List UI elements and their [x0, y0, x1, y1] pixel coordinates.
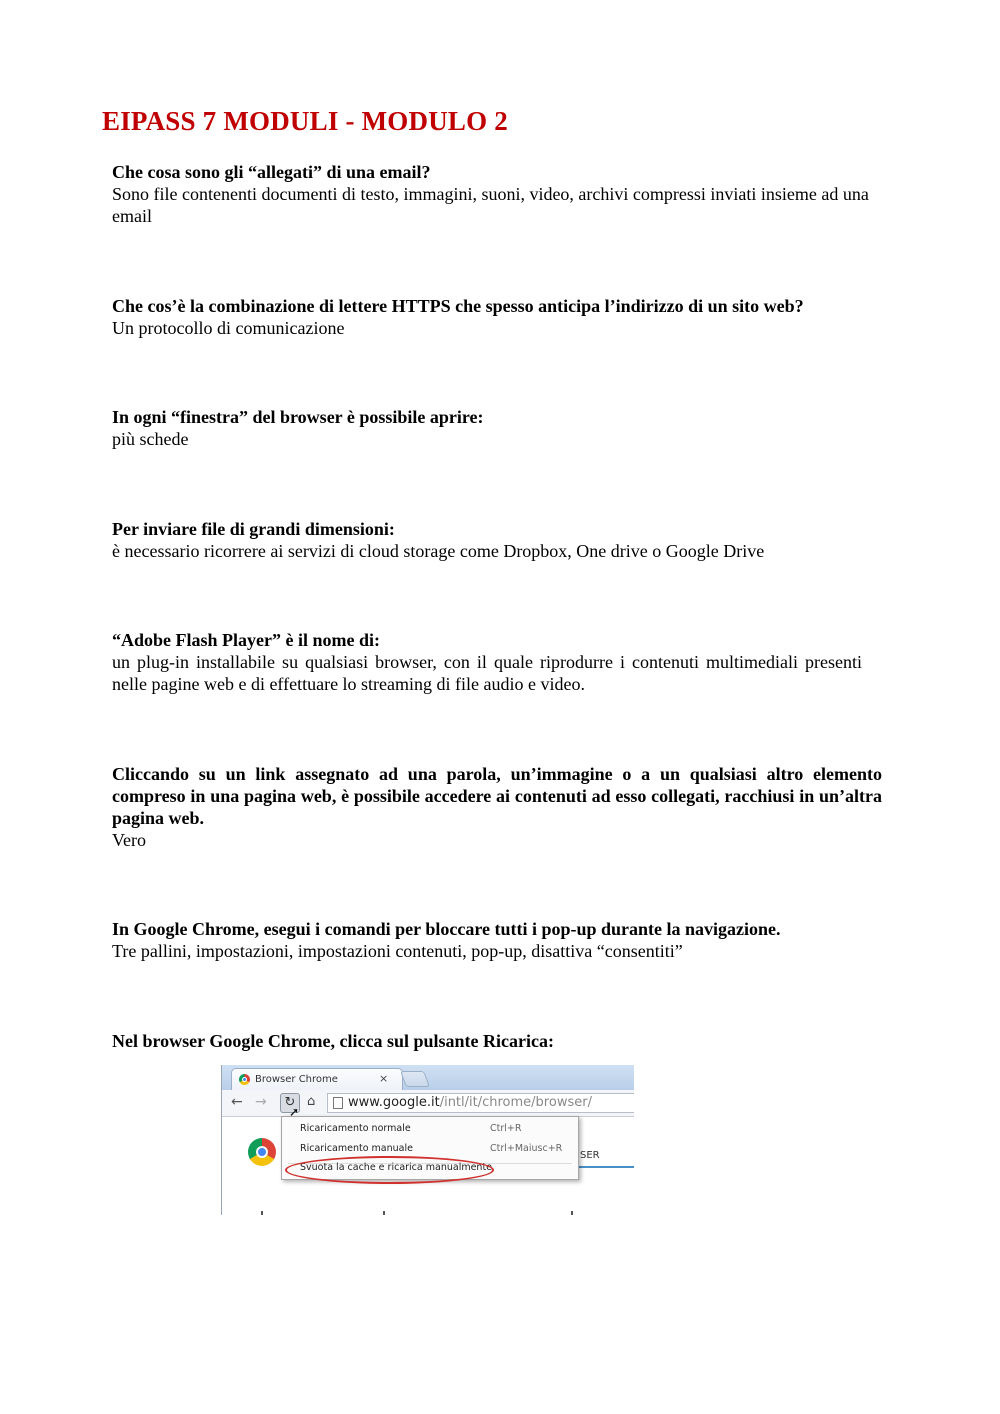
menu-item-normal-reload[interactable] [300, 1123, 570, 1141]
question: Che cos’è la combinazione di lettere HTTPS che spesso anticipa l’indirizzo di un sito web? [112, 296, 804, 316]
page-tick [261, 1211, 263, 1215]
menu-item-label: Ricaricamento manuale [300, 1143, 413, 1154]
url-text [348, 1094, 592, 1112]
new-tab-button[interactable] [400, 1071, 430, 1087]
qa-item-5 [112, 629, 862, 695]
url-host: www.google.it [348, 1095, 440, 1110]
reload-button[interactable]: ↻ [280, 1093, 300, 1113]
question: “Adobe Flash Player” è il nome di: [112, 630, 380, 650]
question: Nel browser Google Chrome, clicca sul pulsante Ricarica: [112, 1031, 554, 1051]
answer: più schede [112, 429, 189, 449]
menu-item-label: Svuota la cache e ricarica manualmente [300, 1162, 493, 1173]
page-nav-text: SER [580, 1150, 600, 1161]
qa-item-8 [112, 1030, 882, 1052]
chrome-screenshot [221, 1065, 634, 1215]
question: Che cosa sono gli “allegati” di una email? [112, 162, 431, 182]
url-path: /intl/it/chrome/browser/ [439, 1095, 592, 1110]
answer: è necessario ricorrere ai servizi di cloud storage come Dropbox, One drive o Google Drive [112, 541, 765, 561]
answer: Un protocollo di comunicazione [112, 318, 345, 338]
qa-item-7 [112, 918, 882, 962]
menu-item-shortcut: Ctrl+Maiusc+R [490, 1143, 563, 1154]
screenshot-left-edge [221, 1065, 222, 1215]
tab-title: Browser Chrome [255, 1074, 338, 1085]
tab-strip [221, 1065, 634, 1090]
back-arrow-icon[interactable]: ← [231, 1094, 243, 1110]
chrome-favicon-icon [239, 1074, 250, 1085]
answer: Sono file contenenti documenti di testo, immagini, suoni, video, archivi compressi inviati insieme ad una email [112, 184, 869, 226]
qa-item-2 [112, 295, 882, 339]
qa-item-4 [112, 518, 882, 562]
qa-item-1 [112, 161, 882, 227]
browser-toolbar [221, 1090, 634, 1117]
question: Per inviare file di grandi dimensioni: [112, 519, 395, 539]
page-tick [383, 1211, 385, 1215]
address-bar[interactable] [327, 1093, 634, 1113]
menu-item-label: Ricaricamento normale [300, 1123, 411, 1134]
question: Cliccando su un link assegnato ad una parola, un’immagine o a un qualsiasi altro elemento compreso in una pagina web, è possibile accedere ai contenuti ad esso collegati, racchiusi in un’altra pagina web. [112, 764, 882, 828]
question: In Google Chrome, esegui i comandi per bloccare tutti i pop-up durante la navigazione. [112, 919, 781, 939]
forward-arrow-icon[interactable]: → [255, 1094, 267, 1110]
home-icon[interactable]: ⌂ [307, 1094, 316, 1109]
answer: Vero [112, 830, 146, 850]
browser-tab[interactable] [231, 1068, 403, 1091]
answer: un plug-in installabile su qualsiasi browser, con il quale riprodurre i contenuti multimediali presenti nelle pagine web e di effettuare lo streaming di file audio e video. [112, 652, 862, 694]
close-icon[interactable]: × [379, 1072, 389, 1085]
menu-item-shortcut: Ctrl+R [490, 1123, 522, 1134]
qa-item-3 [112, 406, 882, 450]
qa-item-6 [112, 763, 882, 851]
page-nav-underline [573, 1166, 634, 1168]
answer: Tre pallini, impostazioni, impostazioni contenuti, pop-up, disattiva “consentiti” [112, 941, 683, 961]
page-icon [333, 1097, 343, 1109]
page-tick [571, 1211, 573, 1215]
document-title: EIPASS 7 MODULI - MODULO 2 [102, 106, 508, 136]
chrome-logo-icon [248, 1138, 276, 1166]
mouse-cursor-icon: ➚ [289, 1105, 300, 1119]
question: In ogni “finestra” del browser è possibile aprire: [112, 407, 484, 427]
highlight-circle [285, 1156, 494, 1184]
